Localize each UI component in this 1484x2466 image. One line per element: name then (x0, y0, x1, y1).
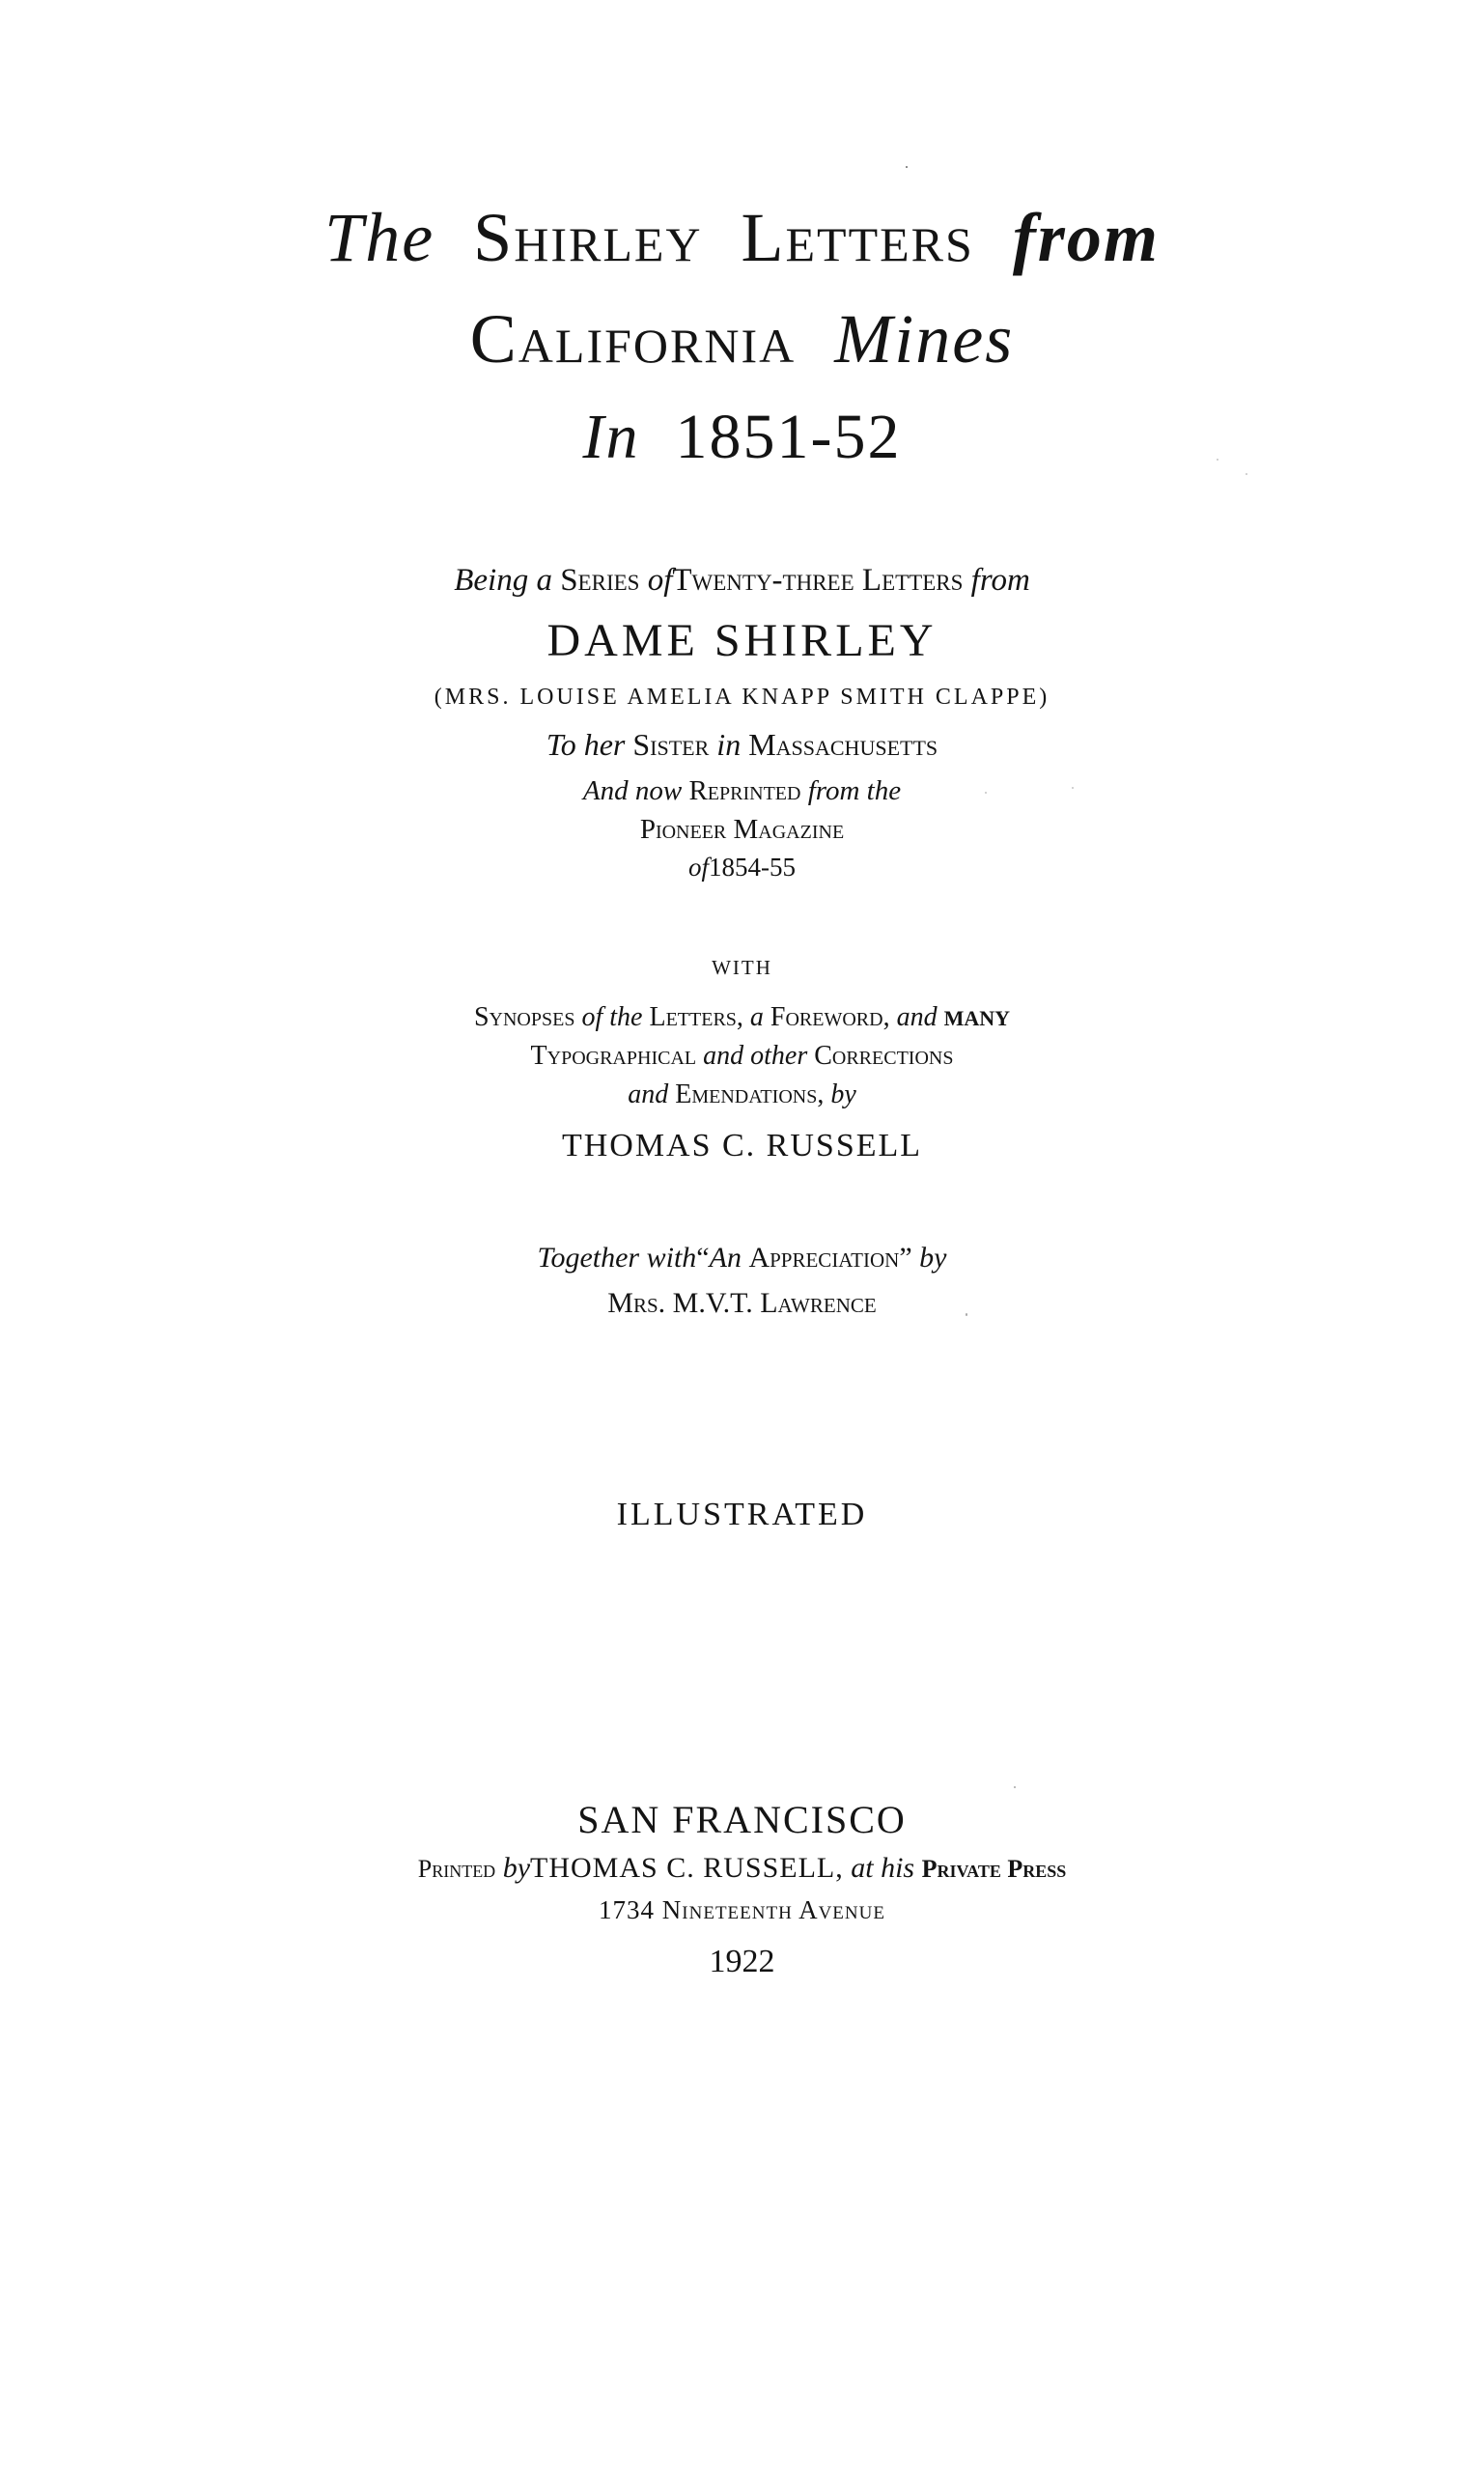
text-open-quote: “ (696, 1242, 710, 1274)
title-word-mines: Mines (834, 300, 1015, 378)
imprint-address: 1734 Nineteenth Avenue (599, 1895, 885, 1924)
speck (985, 792, 987, 794)
text-close-quote: ” (899, 1242, 912, 1274)
emendations-line (0, 1081, 1484, 1108)
text-and-other: and other (703, 1041, 808, 1071)
text-a-foreword: a (749, 1002, 764, 1032)
speck (1217, 459, 1218, 461)
magazine-name: Pioneer Magazine (639, 814, 845, 845)
text-from: from (970, 563, 1030, 598)
text-by-printer: by (502, 1852, 531, 1884)
sister-line (0, 729, 1484, 760)
text-a: a (536, 563, 552, 598)
speck (906, 166, 908, 168)
text-synopses: Synopses (473, 1002, 575, 1032)
text-by-appreciation: by (919, 1242, 947, 1274)
title-line-1 (0, 199, 1484, 276)
text-appreciation: Appreciation (748, 1242, 900, 1274)
magazine-years (0, 855, 1484, 881)
text-letters: Letters (861, 563, 964, 598)
text-of-years: of (687, 853, 709, 882)
text-in: in (716, 727, 742, 762)
text-from-the: from the (807, 775, 902, 806)
title-years: 1851-52 (675, 402, 902, 472)
text-and-now: And now (582, 775, 683, 806)
text-foreword: Foreword, (770, 1002, 890, 1032)
speck (1014, 1786, 1016, 1788)
title-word-california: California (469, 300, 797, 378)
text-massachusetts: Massachusetts (748, 727, 938, 762)
text-printed: Printed (417, 1855, 496, 1883)
typographical-line (0, 1043, 1484, 1070)
title-word-in: In (582, 402, 640, 472)
text-many: MANY (943, 1006, 1011, 1030)
title-line-2 (0, 300, 1484, 378)
text-an: An (709, 1242, 742, 1274)
editor-name: THOMAS C. RUSSELL (561, 1128, 923, 1163)
text-of: of (647, 563, 673, 598)
author-name: DAME SHIRLEY (546, 615, 938, 666)
text-being: Being (454, 563, 529, 598)
with-label: WITH (712, 956, 772, 979)
imprint-year: 1922 (709, 1944, 775, 1979)
synopses-line (0, 1004, 1484, 1031)
speck (1072, 787, 1074, 789)
speck (1246, 473, 1247, 475)
title-word-letters: Letters (741, 199, 974, 276)
title-word-from: from (1012, 199, 1160, 276)
text-emendations: Emendations, (675, 1079, 825, 1109)
text-and-emendations: and (628, 1079, 669, 1109)
text-her: her (583, 727, 626, 762)
title-line-3 (0, 402, 1484, 472)
appreciation-line (0, 1244, 1484, 1273)
text-private-press: Private Press (921, 1855, 1067, 1883)
reprinted-line (0, 777, 1484, 805)
text-at-his: at his (851, 1852, 915, 1884)
text-by: by (830, 1079, 856, 1109)
text-together-with: Together with (537, 1242, 697, 1274)
imprint-printer-line (0, 1854, 1484, 1883)
text-series: Series (560, 563, 640, 598)
text-and: and (896, 1002, 938, 1032)
text-letters-comma: Letters, (649, 1002, 743, 1032)
text-of-the: of the (581, 1002, 643, 1032)
text-sister: Sister (632, 727, 710, 762)
text-printer: THOMAS C. RUSSELL, (530, 1852, 844, 1884)
text-to: To (546, 727, 576, 762)
text-twenty-three: Twenty-three (672, 563, 854, 598)
author-full-name: (MRS. LOUISE AMELIA KNAPP SMITH CLAPPE) (434, 685, 1050, 710)
text-years: 1854-55 (709, 853, 796, 882)
text-reprinted: Reprinted (688, 775, 801, 806)
appreciation-author: Mrs. M.V.T. Lawrence (607, 1287, 877, 1319)
speck (966, 1313, 967, 1316)
imprint-city: SAN FRANCISCO (577, 1798, 907, 1841)
illustrated-label: ILLUSTRATED (616, 1497, 868, 1532)
text-corrections: Corrections (814, 1041, 954, 1071)
text-typographical: Typographical (530, 1041, 697, 1071)
title-word-shirley: Shirley (473, 199, 703, 276)
subtitle-series-line (0, 565, 1484, 597)
title-word-the: The (324, 199, 435, 276)
